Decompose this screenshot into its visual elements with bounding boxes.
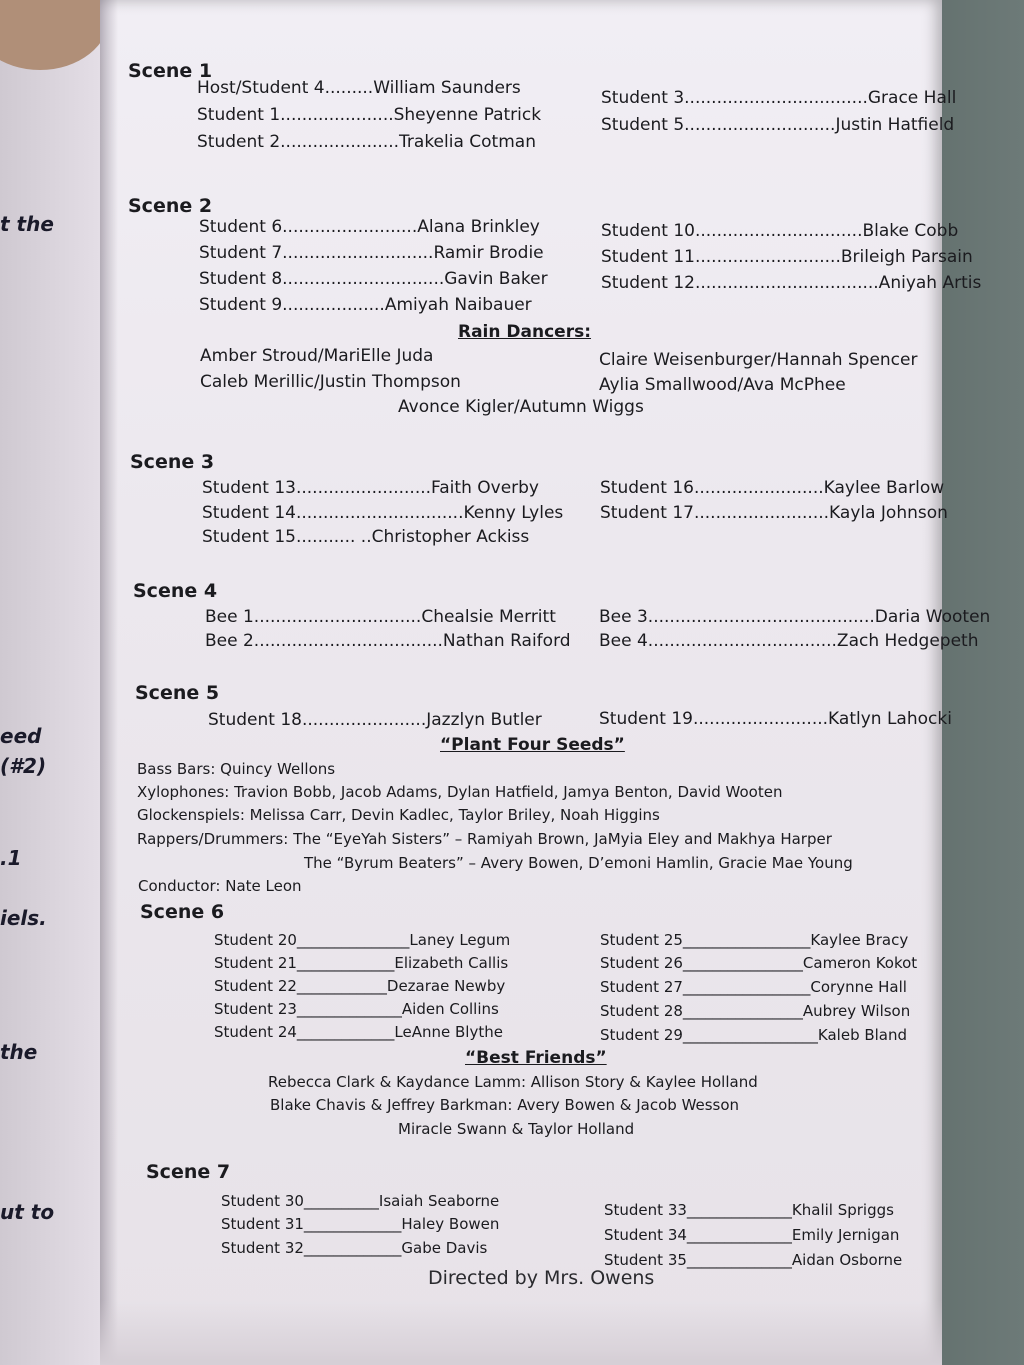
- pair-line: Blake Chavis & Jeffrey Barkman: Avery Bowen & Jacob Wesson: [270, 1096, 740, 1114]
- left-fragment: the: [0, 1040, 38, 1064]
- dancer-line: Claire Weisenburger/Hannah Spencer: [599, 350, 918, 370]
- cast-line: Student 33______________Khalil Spriggs: [604, 1201, 894, 1219]
- cast-line: Student 17.........................Kayla Johnson: [600, 503, 948, 523]
- left-fragment: eed: [0, 724, 42, 748]
- scene-1-title: Scene 1: [128, 60, 213, 82]
- cast-line: Student 29__________________Kaleb Bland: [600, 1026, 908, 1044]
- instrument-line: The “Byrum Beaters” – Avery Bowen, D’emoni Hamlin, Gracie Mae Young: [304, 854, 853, 872]
- instrument-line: Glockenspiels: Melissa Carr, Devin Kadlec, Taylor Briley, Noah Higgins: [137, 806, 660, 824]
- song-title: “Best Friends”: [465, 1048, 607, 1068]
- left-fragment: ut to: [0, 1200, 55, 1224]
- cast-line: Student 31_____________Haley Bowen: [221, 1215, 500, 1233]
- cast-line: Student 21_____________Elizabeth Callis: [214, 954, 509, 972]
- cast-line: Student 5............................Justin Hatfield: [601, 115, 955, 135]
- page-shadow: [100, 1300, 942, 1365]
- cast-line: Student 28________________Aubrey Wilson: [600, 1002, 911, 1020]
- cast-line: Student 27_________________Corynne Hall: [600, 978, 907, 996]
- scene-2-title: Scene 2: [128, 195, 213, 217]
- cast-line: Student 16........................Kaylee Barlow: [600, 478, 945, 498]
- cast-line: Student 2......................Trakelia Cotman: [197, 132, 536, 152]
- cast-line: Student 9...................Amiyah Naibauer: [199, 295, 532, 315]
- cast-line: Student 14...............................Kenny Lyles: [202, 503, 564, 523]
- pair-line: Rebecca Clark & Kaydance Lamm: Allison Story & Kaylee Holland: [268, 1073, 758, 1091]
- cast-line: Student 18.......................Jazzlyn Butler: [208, 710, 542, 730]
- cast-line: Student 30__________Isaiah Seaborne: [221, 1192, 500, 1210]
- cast-line: Student 32_____________Gabe Davis: [221, 1239, 488, 1257]
- scene-3-title: Scene 3: [130, 451, 215, 473]
- cast-line: Student 11...........................Brileigh Parsain: [601, 247, 973, 267]
- instrument-line: Xylophones: Travion Bobb, Jacob Adams, Dylan Hatfield, Jamya Benton, David Wooten: [137, 783, 783, 801]
- cast-line: Student 1.....................Sheyenne Patrick: [197, 105, 542, 125]
- cast-line: Student 35______________Aidan Osborne: [604, 1251, 903, 1269]
- cast-line: Bee 4...................................Zach Hedgepeth: [599, 631, 979, 651]
- cast-line: Student 3..................................Grace Hall: [601, 88, 957, 108]
- cast-line: Bee 2...................................Nathan Raiford: [205, 631, 571, 651]
- cast-line: Bee 3..........................................Daria Wooten: [599, 607, 991, 627]
- cast-line: Student 26________________Cameron Kokot: [600, 954, 918, 972]
- cast-line: Student 8..............................Gavin Baker: [199, 269, 548, 289]
- rain-dancers-heading: Rain Dancers:: [458, 322, 592, 342]
- left-fragment: .1: [0, 846, 22, 870]
- cast-line: Student 6.........................Alana Brinkley: [199, 217, 540, 237]
- cast-line: Student 20_______________Laney Legum: [214, 931, 511, 949]
- dancer-line: Avonce Kigler/Autumn Wiggs: [398, 397, 644, 417]
- cast-line: Student 34______________Emily Jernigan: [604, 1226, 900, 1244]
- cast-line: Student 7............................Ramir Brodie: [199, 243, 544, 263]
- left-fragment: iels.: [0, 906, 47, 930]
- instrument-line: Rappers/Drummers: The “EyeYah Sisters” – Ramiyah Brown, JaMyia Eley and Makhya Harper: [137, 830, 832, 848]
- cast-line: Student 22____________Dezarae Newby: [214, 977, 506, 995]
- pair-line: Miracle Swann & Taylor Holland: [398, 1120, 635, 1138]
- director-credit: Directed by Mrs. Owens: [428, 1267, 655, 1289]
- left-page: [0, 0, 110, 1365]
- scene-6-title: Scene 6: [140, 901, 225, 923]
- scene-4-title: Scene 4: [133, 580, 218, 602]
- cast-line: Student 19.........................Katlyn Lahocki: [599, 709, 952, 729]
- instrument-line: Conductor: Nate Leon: [138, 877, 302, 895]
- cast-line: Host/Student 4.........William Saunders: [197, 78, 521, 98]
- cast-line: Student 15........... ..Christopher Ackiss: [202, 527, 530, 547]
- cast-line: Student 24_____________LeAnne Blythe: [214, 1023, 503, 1041]
- cast-line: Student 10...............................Blake Cobb: [601, 221, 959, 241]
- dancer-line: Caleb Merillic/Justin Thompson: [200, 372, 461, 392]
- cast-line: Student 13.........................Faith Overby: [202, 478, 539, 498]
- left-fragment: (#2): [0, 754, 47, 778]
- cast-line: Bee 1...............................Chealsie Merritt: [205, 607, 556, 627]
- cast-line: Student 23______________Aiden Collins: [214, 1000, 499, 1018]
- cast-line: Student 25_________________Kaylee Bracy: [600, 931, 909, 949]
- left-fragment: t the: [0, 212, 54, 236]
- scene-7-title: Scene 7: [146, 1161, 231, 1183]
- page-fold: [100, 0, 118, 1365]
- cast-line: Student 12..................................Aniyah Artis: [601, 273, 982, 293]
- scene-5-title: Scene 5: [135, 682, 220, 704]
- dancer-line: Aylia Smallwood/Ava McPhee: [599, 375, 846, 395]
- dancer-line: Amber Stroud/MariElle Juda: [200, 346, 434, 366]
- instrument-line: Bass Bars: Quincy Wellons: [137, 760, 336, 778]
- song-title: “Plant Four Seeds”: [440, 735, 625, 755]
